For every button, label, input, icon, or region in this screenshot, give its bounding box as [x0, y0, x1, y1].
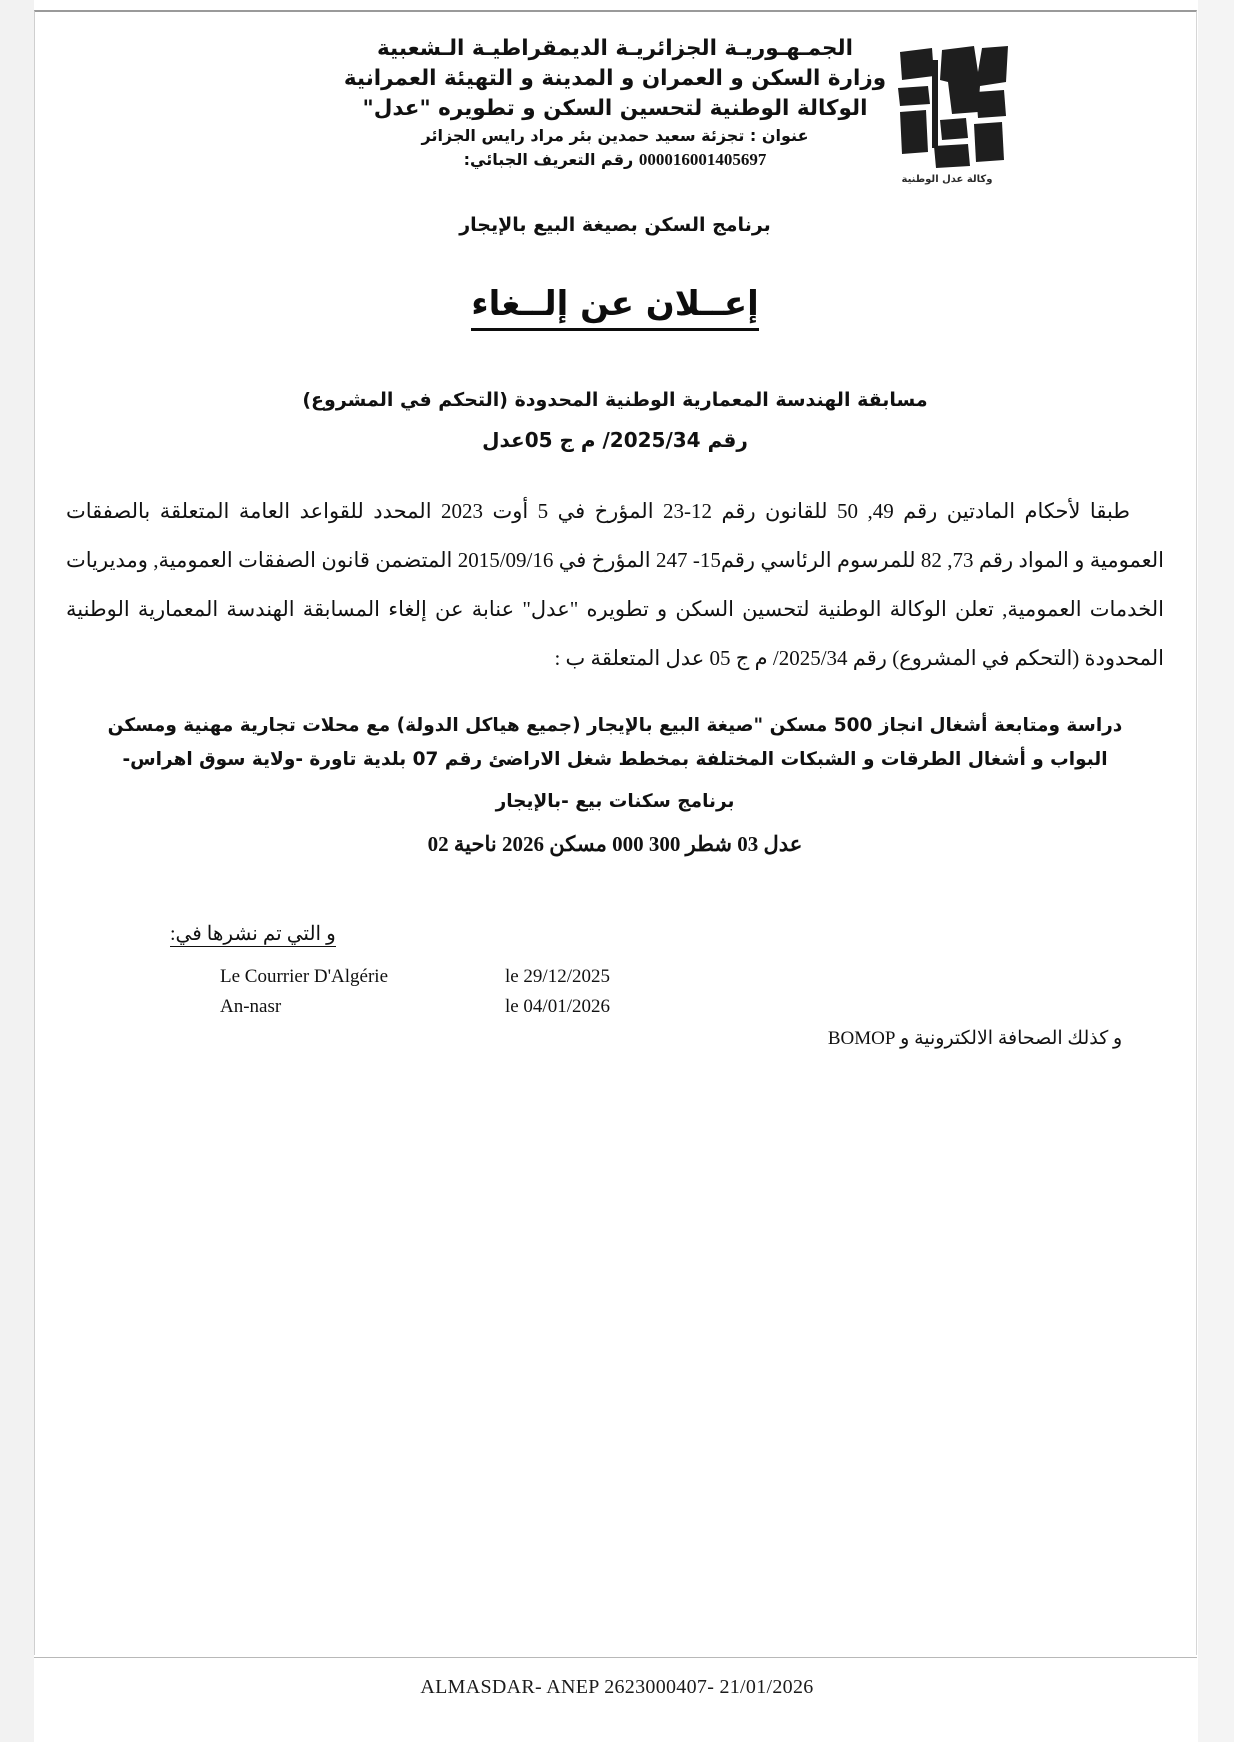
page-title: إعــلان عن إلــغاء [471, 284, 758, 331]
subject-competition-name: مسابقة الهندسة المعمارية الوطنية المحدودة (التحكم في المشروع) [302, 389, 928, 411]
publication-heading-text: و التي تم نشرها في: [170, 923, 336, 945]
publication-note-text: و كذلك الصحافة الالكترونية و [900, 1028, 1123, 1049]
publication-note [780, 1024, 1170, 1054]
body-paragraph [60, 487, 1170, 683]
document-header [60, 22, 1170, 185]
list-item [220, 962, 610, 992]
publication-heading [60, 921, 1170, 946]
scan-right-margin [1198, 0, 1234, 1742]
document-content [60, 22, 1170, 1622]
publication-list [220, 962, 610, 1022]
project-description-line-2: برنامج سكنات بيع -بالإيجار [495, 791, 735, 812]
header-address: عنوان : تجزئة سعيد حمدين بئر مراد رايس الجزائر [421, 126, 809, 145]
publication-name: Le Courrier D'Algérie [220, 966, 389, 987]
publication-date: le 04/01/2026 [504, 996, 610, 1017]
logo-caption: وكالة عدل الوطنية [901, 174, 993, 185]
header-agency-line: الوكالة الوطنية لتحسين السكن و تطويره "عدل" [362, 96, 868, 121]
header-ministry-line: وزارة السكن و العمران و المدينة و التهيئة العمرانية [343, 66, 887, 91]
project-description-block [60, 709, 1170, 861]
scan-left-margin [0, 0, 34, 1742]
subject-reference-number: رقم 2025/34/ م ج 05عدل [482, 428, 748, 452]
list-item [220, 992, 610, 1022]
publication-note-bomop: BOMOP [827, 1028, 896, 1049]
body-paragraph-text: طبقا لأحكام المادتين رقم 49, 50 للقانون رقم 12-23 المؤرخ في 5 أوت 2023 المحدد للقواعد العامة المتعلقة بالصفقات العمومية و المواد رقم 73, 82 للمرسوم الرئاسي رقم15- 247 المؤرخ في 2015/09/16 المتضمن قانون الصفقات العمومية, ومديريات الخدمات العمومية, تعلن الوكالة الوطنية لتحسين السكن و تطويره "عدل" عنابة عن إلغاء المسابقة الهندسة المعمارية الوطنية المحدودة (التحكم في المشروع) رقم 2025/34/ م ج 05 عدل المتعلقة ب : [66, 499, 1165, 670]
publication-name: An-nasr [220, 996, 282, 1017]
header-country-line: الجمـهـوريـة الجزائريـة الديمقراطيـة الـشعبية [377, 36, 853, 61]
header-tax-label: رقم التعريف الجبائي: [463, 150, 634, 169]
footer-divider [34, 1657, 1197, 1658]
footer-reference: ALMASDAR- ANEP 2623000407- 21/01/2026 [420, 1676, 814, 1698]
program-line: برنامج السكن بصيغة البيع بالإيجار [459, 214, 771, 236]
publication-date: le 29/12/2025 [504, 966, 610, 987]
main-title-container [60, 284, 1170, 331]
header-tax-number: 000016001405697 [638, 150, 767, 169]
aadl-logo-icon [882, 42, 1012, 192]
subject-block [60, 383, 1170, 457]
project-description-line-1: دراسة ومتابعة أشغال انجاز 500 مسكن "صيغة البيع بالإيجار (جميع هياكل الدولة) مع محلات تجارية مهنية ومسكن البواب و أشغال الطرقات و الشبكات المختلفة بمخطط شغل الاراضئ رقم 07 بلدية تاورة -ولاية سوق اهراس- [107, 715, 1123, 770]
project-description-line-3: عدل 03 شطر 300 000 مسكن 2026 ناحية 02 [427, 832, 803, 856]
